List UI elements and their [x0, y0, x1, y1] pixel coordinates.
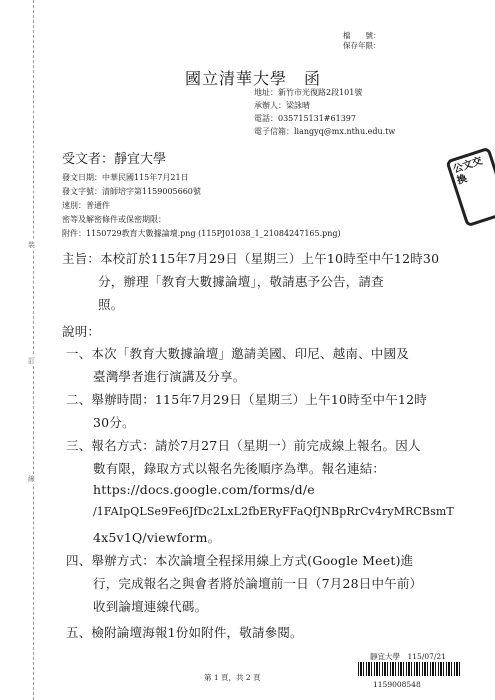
item-line: 四、舉辦方式：本次論壇全程採用線上方式(Google Meet)進 [66, 553, 414, 568]
sender-address: 地址：新竹市光復路2段101號 [254, 88, 363, 97]
subject-line: 照。 [98, 297, 124, 312]
barcode [358, 662, 462, 676]
speed-class: 速別：普通件 [62, 201, 110, 210]
page-number: 第 1 頁，共 2 頁 [204, 673, 261, 682]
item-line: 二、舉辦時間：115年7月29日（星期三）上午10時至中午12時 [66, 392, 427, 407]
sender-contact-person: 承辦人：梁詠晴 [254, 101, 310, 110]
item-line: 數有限，錄取方式以報名先後順序為準。報名連結： [93, 461, 386, 476]
item-line: 五、檢附論壇海報1份如附件，敬請參閱。 [66, 625, 303, 640]
registration-link[interactable]: https://docs.google.com/forms/d/e [93, 482, 315, 497]
item-line: 30分。 [93, 415, 135, 430]
subject-line: 分，辦理「教育大數據論壇」，敬請惠予公告，請查 [98, 274, 384, 289]
binding-line [33, 0, 34, 700]
binding-mark: 裝 [28, 241, 35, 249]
sender-email: 電子信箱：liangyq@mx.nthu.edu.tw [254, 127, 396, 136]
item-line: 三、報名方式：請於7月27日（星期一）前完成線上報名。因人 [66, 438, 421, 453]
document-number: 發文字號：清師培字第1159005660號 [62, 187, 201, 196]
binding-mark: 線 [28, 475, 35, 483]
retention-label: 保存年限： [343, 41, 381, 50]
confidentiality: 密等及解密條件或保密期限： [62, 215, 166, 224]
stamp-text: 公文交換 [451, 155, 484, 187]
attachment: 附件：1150729教育大數據論壇.png (115PJ01038_1_21084247165.png) [62, 229, 341, 238]
recipient: 受文者：靜宜大學 [62, 152, 167, 167]
item-line: 一、本次「教育大數據論壇」邀請美國、印尼、越南、中國及 [66, 346, 409, 361]
registration-link[interactable]: /1FAIpQLSe9Fe6JfDc2LxL2fbERyFFaQfJNBpRrCv4ryMRCBsmT [93, 505, 454, 518]
file-no-label: 檔 號： [343, 31, 381, 40]
registration-link[interactable]: 4x5v1Q/viewform。 [93, 530, 221, 545]
sender-phone: 電話：035715131#61397 [254, 114, 356, 123]
document-title: 國立清華大學 函 [185, 69, 322, 88]
item-line: 行，完成報名之與會者將於論壇前一日（7月28日中午前） [93, 576, 423, 591]
issue-date: 發文日期：中華民國115年7月21日 [62, 173, 189, 182]
receiver-stamp: 靜宜大學 115/07/21 [370, 652, 446, 661]
receipt-number: 1159008548 [373, 680, 421, 689]
binding-mark: 訂 [28, 357, 35, 365]
subject-line: 主旨：本校訂於115年7月29日（星期三）上午10時至中午12時30 [62, 251, 440, 266]
explanation-label: 說明： [62, 324, 101, 339]
exchange-stamp [445, 147, 495, 228]
item-line: 收到論壇連線代碼。 [93, 599, 208, 614]
item-line: 臺灣學者進行演講及分享。 [93, 369, 246, 384]
